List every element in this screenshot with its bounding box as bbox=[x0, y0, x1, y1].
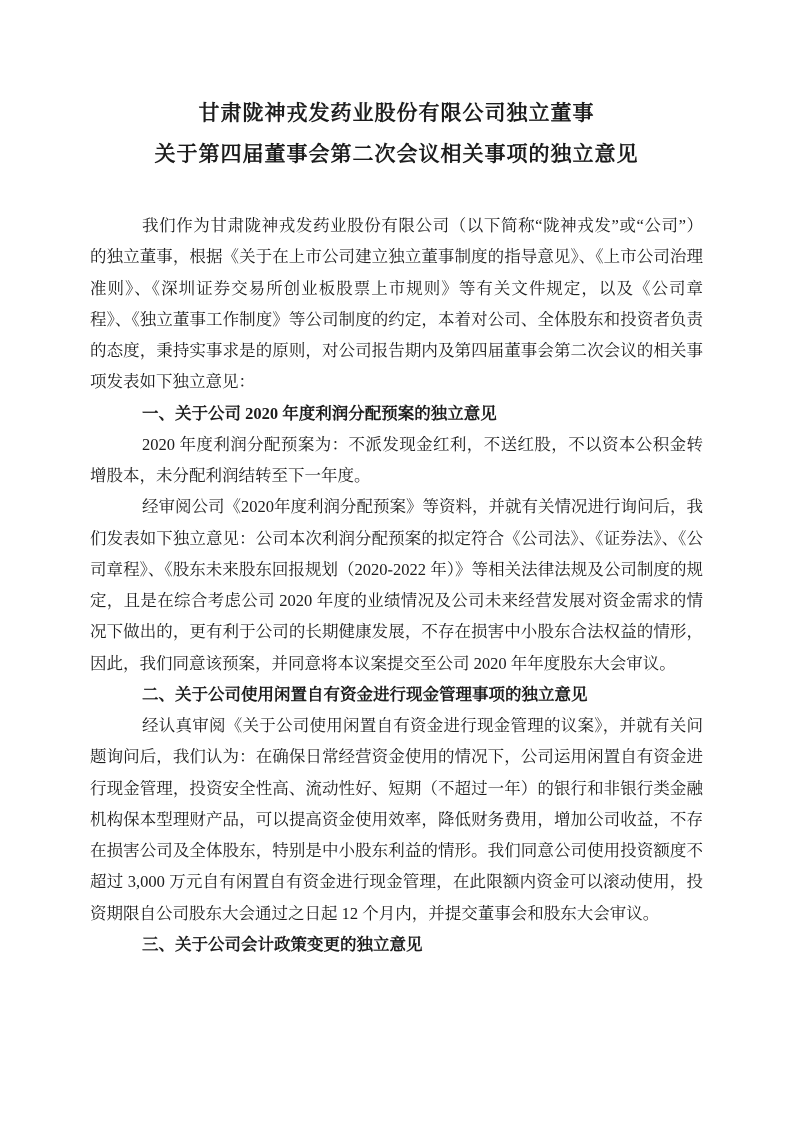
section-heading: 三、关于公司会计政策变更的独立意见 bbox=[142, 934, 423, 954]
section-heading: 二、关于公司使用闲置自有资金进行现金管理事项的独立意见 bbox=[142, 684, 588, 704]
document-body bbox=[90, 210, 703, 960]
section-heading: 一、关于公司 2020 年度利润分配预案的独立意见 bbox=[142, 403, 497, 423]
paragraph: 经认真审阅《关于公司使用闲置自有资金进行现金管理的议案》，并就有关问题询问后，我们认为：在确保日常经营资金使用的情况下，公司运用闲置自有资金进行现金管理，投资安全性高、流动性好、短期（不超过一年）的银行和非银行类金融机构保本型理财产品，可以提高资金使用效率，降低财务费用，增加公司收益，不存在损害公司及全体股东，特别是中小股东利益的情形。我们同意公司使用投资额度不超过 3,000 万元自有闲置自有资金进行现金管理，在此限额内资金可以滚动使用，投资期限自公司股东大会通过之日起 12 个月内，并提交董事会和股东大会审议。 bbox=[90, 716, 703, 923]
document-title-line1: 甘肃陇神戎发药业股份有限公司独立董事 bbox=[198, 101, 595, 125]
paragraph: 2020 年度利润分配预案为：不派发现金红利，不送红股，不以资本公积金转增股本，未分配利润结转至下一年度。 bbox=[90, 434, 703, 485]
paragraph: 我们作为甘肃陇神戎发药业股份有限公司（以下简称“陇神戎发”或“公司”） 的独立董事，根据《关于在上市公司建立独立董事制度的指导意见》、《上市公司治理准则》、《深圳证券交易所创业板股票上市规则》等有关文件规定，以及《公司章程》、《独立董事工作制度》等公司制度的约定，本着对公司、全体股东和投资者负责的态度，秉持实事求是的原则，对公司报告期内及第四届董事会第二次会议的相关事项发表如下独立意见： bbox=[90, 216, 703, 392]
paragraph: 经审阅公司《2020年度利润分配预案》等资料，并就有关情况进行询问后，我们发表如下独立意见：公司本次利润分配预案的拟定符合《公司法》、《证券法》、《公司章程》、《股东未来股东回报规划（2020-2022 年）》等相关法律法规及公司制度的规定，且是在综合考虑公司 2020 年度的业绩情况及公司未来经营发展对资金需求的情况下做出的，更有利于公司的长期健康发展，不存在损害中小股东合法权益的情形，因此，我们同意该预案，并同意将本议案提交至公司 2020 年年度股东大会审议。 bbox=[90, 497, 703, 673]
document-title bbox=[90, 93, 703, 175]
document-title-line2: 关于第四届董事会第二次会议相关事项的独立意见 bbox=[154, 142, 639, 166]
